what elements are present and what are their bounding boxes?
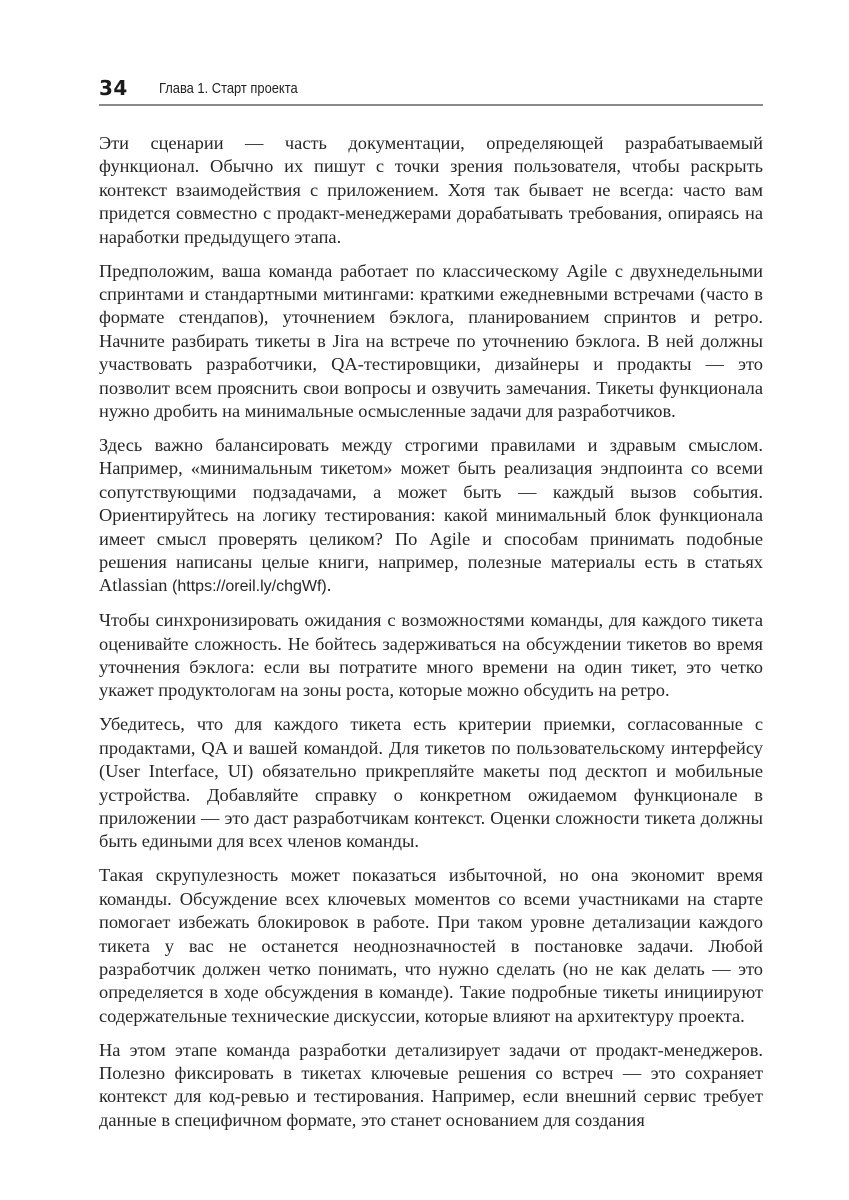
running-header xyxy=(99,74,763,106)
page-number: 34 xyxy=(99,76,128,100)
paragraph: Такая скрупулезность может показаться избыточной, но она экономит время команды. Обсуждение всех ключевых моментов со всеми участниками на старте помогает избежать блокировок в работе. При таком уровне детализации каждого тикета у вас не останется неоднозначностей в постановке задачи. Любой разработчик должен четко понимать, что нужно сделать (но не как делать — это определяется в ходе обсуждения в команде). Такие подробные тикеты инициируют содержательные технические дискуссии, которые влияют на архитектуру проекта. xyxy=(99,865,763,1026)
paragraph-text: . xyxy=(326,575,332,596)
atlassian-link[interactable]: (https://oreil.ly/chgWf) xyxy=(172,578,327,596)
paragraph: Предположим, ваша команда работает по классическому Agile с двухнедельными спринтами и стандартными митингами: краткими ежедневными встречами (часто в формате стендапов), уточнением бэклога, планированием спринтов и ретро. Начните разбирать тикеты в Jira на встрече по уточнению бэклога. В ней должны участвовать разработчики, QA-тестировщики, дизайнеры и продакты — это позволит всем прояснить свои вопросы и озвучить замечания. Тикеты функционала нужно дробить на минимальные осмысленные задачи для разработчиков. xyxy=(99,260,763,421)
chapter-title: Глава 1. Старт проекта xyxy=(159,80,298,97)
paragraph: Эти сценарии — часть документации, определяющей разрабатываемый функционал. Обычно их пишут с точки зрения пользователя, чтобы раскрыть контекст взаимодействия с приложением. Хотя так бывает не всегда: часто вам придется совместно с продакт-менеджерами дорабатывать требования, опираясь на наработки предыдущего этапа. xyxy=(99,133,763,247)
body-text xyxy=(99,132,763,1143)
paragraph-text: Здесь важно балансировать между строгими правилами и здравым смыслом. Например, «минимальным тикетом» может быть реализация эндпоинта со всеми сопутствующими подзадачами, а может быть — каждый вызов события. Ориентируйтесь на логику тестирования: какой минимальный блок функционала имеет смысл проверять целиком? По Agile и способам принимать подобные решения написаны целые книги, например, полезные материалы есть в статьях Atlassian xyxy=(99,434,763,596)
paragraph: На этом этапе команда разработки детализирует задачи от продакт-менеджеров. Полезно фиксировать в тикетах ключевые решения со встреч — это сохраняет контекст для код-ревью и тестирования. Например, если внешний сервис требует данные в специфичном формате, это станет основанием для создания xyxy=(99,1039,763,1130)
paragraph: Чтобы синхронизировать ожидания с возможностями команды, для каждого тикета оценивайте сложность. Не бойтесь задерживаться на обсуждении тикетов во время уточнения бэклога: если вы потратите много времени на один тикет, это четко укажет продуктологам на зоны роста, которые можно обсудить на ретро. xyxy=(99,610,763,701)
paragraph xyxy=(99,434,763,599)
paragraph: Убедитесь, что для каждого тикета есть критерии приемки, согласованные с продактами, QA и вашей командой. Для тикетов по пользовательскому интерфейсу (User Interface, UI) обязательно прикрепляйте макеты под десктоп и мобильные устройства. Добавляйте справку о конкретном ожидаемом функционале в приложении — это даст разработчикам контекст. Оценки сложности тикета должны быть едиными для всех членов команды. xyxy=(99,714,763,852)
